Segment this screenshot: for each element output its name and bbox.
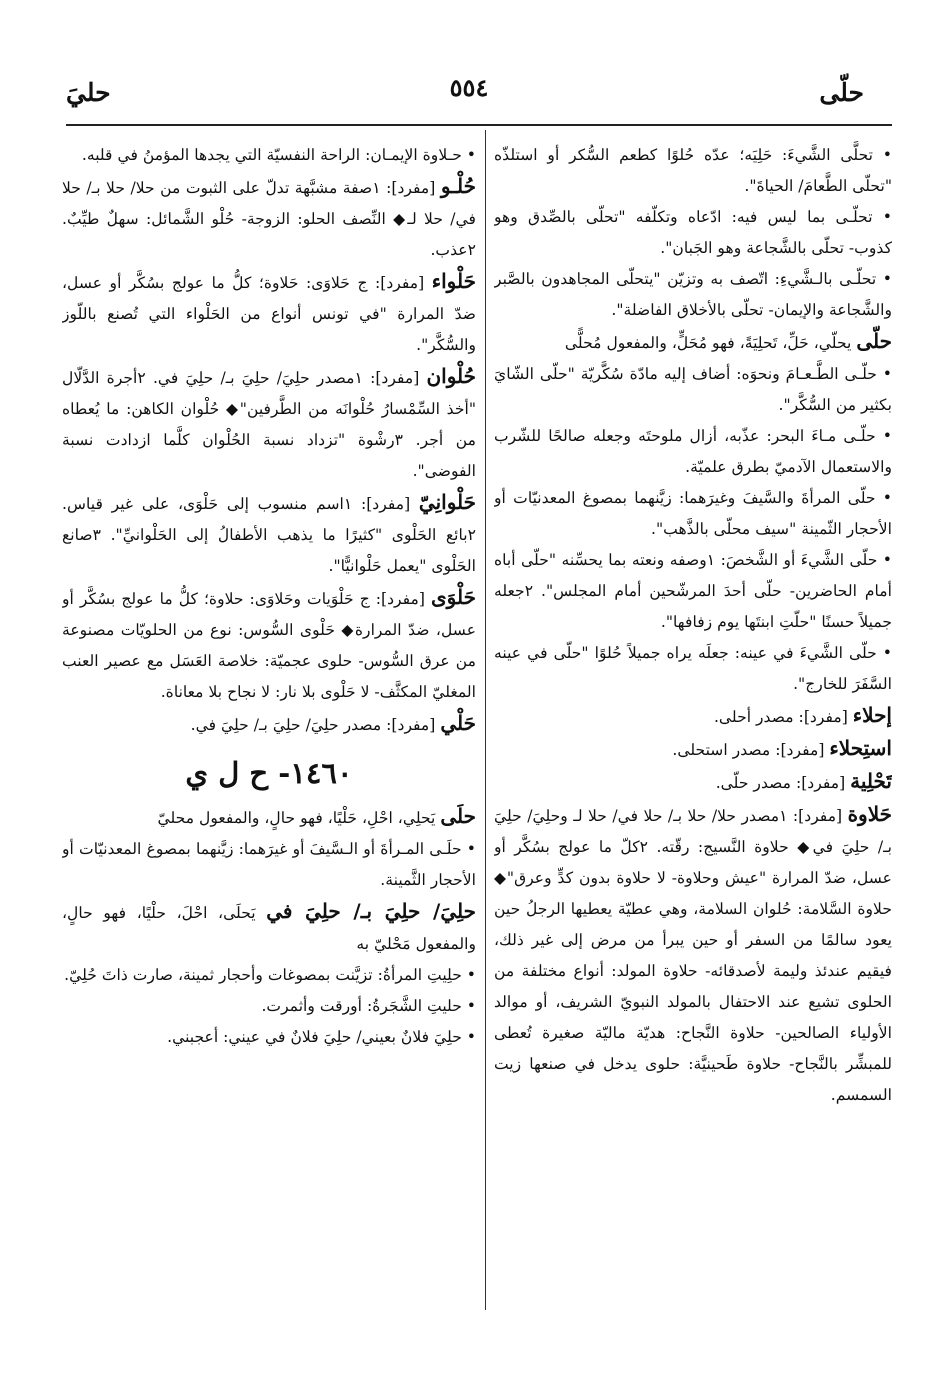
dictionary-entry <box>494 638 892 700</box>
entry-headword: حلّى <box>856 329 892 353</box>
entry-text: • حلِيَ فلانٌ بعيني/ حلِيَ فلانٌ في عيني: أعجبني. <box>167 1028 476 1046</box>
entry-headword: حلَى <box>440 804 476 828</box>
dictionary-entry <box>494 202 892 264</box>
entry-text: • تحلَّى الشَّيءَ: حَلِيَه؛ عدّه حُلوًا كطعم السُّكر أو استلذّه "تحلّى الطَّعامَ/ الحياةَ". <box>494 146 892 195</box>
entry-text: • حلّى المرأةَ والسَّيفَ وغيرَهما: زيَّنهما بمصوغ المعدنيّات أو الأحجار الثّمينة "سيف محلّى بالذَّهب". <box>494 489 892 538</box>
dictionary-entry <box>62 1022 476 1053</box>
column-divider <box>485 130 486 1310</box>
entry-text: [مفرد]: ١صفة مشبَّهة تدلّ على الثبوت من حلا/ حلا بـ/ حلا في/ حلا لـ◆ النِّصف الحلو: الزوجة- حُلْو الشَّمائل: سهلٌ طيِّبٌ. ٢عذب. <box>62 179 476 259</box>
dictionary-entry <box>494 359 892 421</box>
entry-headword: حُلْوان <box>426 364 476 388</box>
dictionary-entry <box>494 140 892 202</box>
entry-headword: حَلاوة <box>847 802 892 826</box>
dictionary-entry <box>494 421 892 483</box>
entry-headword: حَلْوَى <box>431 585 476 609</box>
entry-headword: حَلْواء <box>431 269 476 293</box>
dictionary-entry <box>494 700 892 733</box>
entry-headword: حلِيَ/ حلِيَ بـ/ حلِيَ في <box>266 899 476 923</box>
dictionary-entry <box>494 483 892 545</box>
page-number: ٥٥٤ <box>449 73 489 102</box>
dictionary-entry <box>62 801 476 834</box>
entry-text: • تحلّـى بما ليس فيه: ادّعاه وتكلّفه "تحلّى بالصِّدق وهو كذوب- تحلّى بالشَّجاعة وهو الجَبان". <box>494 208 892 257</box>
dictionary-entry <box>494 326 892 359</box>
dictionary-entry <box>494 545 892 638</box>
entry-text: • تحلّـى بالـشَّيءِ: اتّصف به وتزيّن "يتحلّى المجاهدون بالصَّبر والشَّجاعة والإيمان- تحلّى بالأخلاق الفاضلة". <box>494 270 892 319</box>
entry-text: [مفرد]: مصدر أحلى. <box>713 708 853 726</box>
dictionary-entry <box>62 582 476 708</box>
entry-text: • حـلاوة الإيمـان: الراحة النفسيّة التي يجدها المؤمنُ في قلبه. <box>81 146 476 164</box>
dictionary-entry <box>62 834 476 896</box>
dictionary-entry <box>62 991 476 1022</box>
entry-text: [مفرد]: ١مصدر حلا/ حلا بـ/ حلا في/ حلا لـ وحلِيَ/ حلِيَ بـ/ حلِيَ في◆ حلاوة النَّسيج: رقّته. ٢كلّ ما عولج بسُكَّر أو عسل، ضدّ المرارة "عيش وحلاوة- لا حلاوة بدون كدٍّ وعرق"◆ حلاوة السَّلامة: حُلوان السلامة، وهي عطيّة يعطيها الرجلُ حين يعود سالمًا من السفر أو حين يبرأ من مرض إلى غير ذلك، فيقيم عندئذ وليمة لأصدقائه- حلاوة المولد: أنواع مختلفة من الحلوى تشيع عند الاحتفال بالمولد النبويّ الشريف، أو موالد الأولياء الصالحين- حلاوة النَّجاح: هديّة ماليّة صغيرة تُعطى للمبشِّر بالنَّجاح- حلاوة طَحينيَّة: حلوى يدخل في صنعها زيت السمسم. <box>494 807 892 1104</box>
dictionary-entry <box>494 766 892 799</box>
section-heading: ١٤٦٠- ح ل ي <box>185 756 353 790</box>
entry-headword: حَلْي <box>440 711 476 735</box>
entry-text: يَحلِي، احْلِ، حَلْيًا، فهو حالٍ، والمفعول محليّ <box>157 809 441 827</box>
header-word-right: حلّى <box>819 78 864 107</box>
entry-headword: إحلاء <box>852 703 892 727</box>
entry-headword: حَلْوانِيّ <box>418 490 476 514</box>
entry-text: [مفرد]: ج حَلاوَى: حَلاوة؛ كلُّ ما عولج بسُكَّر أو عسل، ضدّ المرارة "في تونس أنواع من الحَلْواء التي تُصنع باللّوز والسُّكَّر". <box>62 274 476 354</box>
right-column <box>494 140 892 1310</box>
entry-text: [مفرد]: ج حَلْوَيات وحَلاوَى: حلاوة؛ كلُّ ما عولج بسُكَّر أو عسل، ضدّ المرارة◆ حَلْوى السُّوس: نوع من الحلويّات مصنوعة من عرق السُّوس- حلوى عجميّة: خلاصة العَسَل مع عصير العنب المغليّ المكثَّف- لا حَلْوى بلا نار: لا نجاح بلا معاناة. <box>62 590 476 701</box>
dictionary-entry <box>62 487 476 582</box>
dictionary-entry <box>62 708 476 741</box>
entry-text: [مفرد]: مصدر حلِيَ/ حلِيَ بـ/ حلِيَ في. <box>190 716 441 734</box>
dictionary-entry <box>62 140 476 171</box>
entry-headword: حُلْـو <box>440 174 476 198</box>
header-rule <box>66 124 892 126</box>
dictionary-entry <box>62 266 476 361</box>
entry-text: • حليتِ الشَّجَرةُ: أورقت وأثمرت. <box>261 997 476 1015</box>
dictionary-entry <box>62 896 476 960</box>
entry-text: [مفرد]: ١اسم منسوب إلى حَلْوَى، على غير قياس. ٢بائع الحَلْوى "كثيرًا ما يذهب الأطفالُ إلى الحَلْوانيِّ". ٣صانع الحَلْوى "يعمل حَلْوانيًّا". <box>62 495 476 575</box>
entry-text: • حلّـى الطَّـعـامَ ونحوَه: أضاف إليه مادّة سُكَّريّة "حلّى الشّايَ بكثير من السُّكَّر". <box>494 365 892 414</box>
entry-text: • حلّى الشَّيءَ أو الشَّخصَ: ١وصفه ونعته بما يحسِّنه "حلّى أباه أمام الحاضرين- حلّى أحدَ المرشّحين أمام المجلس". ٢جعله جميلاً حسنًا "حلّتِ ابنتَها يوم زفافها". <box>494 551 892 631</box>
entry-text: • حلّـى مـاءَ البحر: عذّبه، أزال ملوحتَه وجعله صالحًا للشّرب والاستعمال الآدميّ بطرق علميّة. <box>494 427 892 476</box>
dictionary-entry <box>494 264 892 326</box>
entry-text: يَحلَى، احْلَ، حلْيًا، فهو حالٍ، والمفعول مَحْليّ به <box>62 904 476 953</box>
entry-text: [مفرد]: مصدر حلّى. <box>715 774 851 792</box>
dictionary-entry <box>62 361 476 487</box>
dictionary-entry <box>494 799 892 1111</box>
entry-headword: تَحْلِية <box>850 769 892 793</box>
entry-text: • حلّى الشَّيءَ في عينه: جعلَه يراه جميلاً حُلوًا "حلّى في عينه السَّفَرَ للخارج". <box>494 644 892 693</box>
entry-text: [مفرد]: ١مصدر حلِيَ/ حلِيَ بـ/ حلِيَ في. ٢أجرة الدَّلّال "أخذ السِّمْسارُ حُلْوانَه من الطَّرفين"◆ حُلْوان الكاهن: ما يُعطاه من أجر. ٣رشْوة "تزداد نسبة الحُلْوان كلَّما ازدادت نسبة الفوضى". <box>62 369 476 480</box>
dictionary-entry <box>62 960 476 991</box>
dictionary-entry <box>62 171 476 266</box>
entry-headword: استِحلاء <box>829 736 892 760</box>
entry-text: • حلِيتِ المرأةُ: تزيَّنت بمصوغات وأحجار ثمينة، صارت ذاتَ حُلِيّ. <box>64 966 476 984</box>
header-word-left: حليَ <box>66 78 111 107</box>
page-header <box>0 0 938 124</box>
left-column <box>62 140 476 1310</box>
dictionary-entry <box>494 733 892 766</box>
entry-text: • حلَـى المـرأةَ أو الـسَّيفَ أو غيرَهما: زيَّنهما بمصوغ المعدنيّات أو الأحجار الثَّمينة. <box>62 840 476 889</box>
entry-text: [مفرد]: مصدر استحلى. <box>672 741 830 759</box>
entry-text: يحلّي، حَلِّ، تَحلِيَةً، فهو مُحَلٍّ، والمفعول مُحلًّى <box>564 334 857 352</box>
